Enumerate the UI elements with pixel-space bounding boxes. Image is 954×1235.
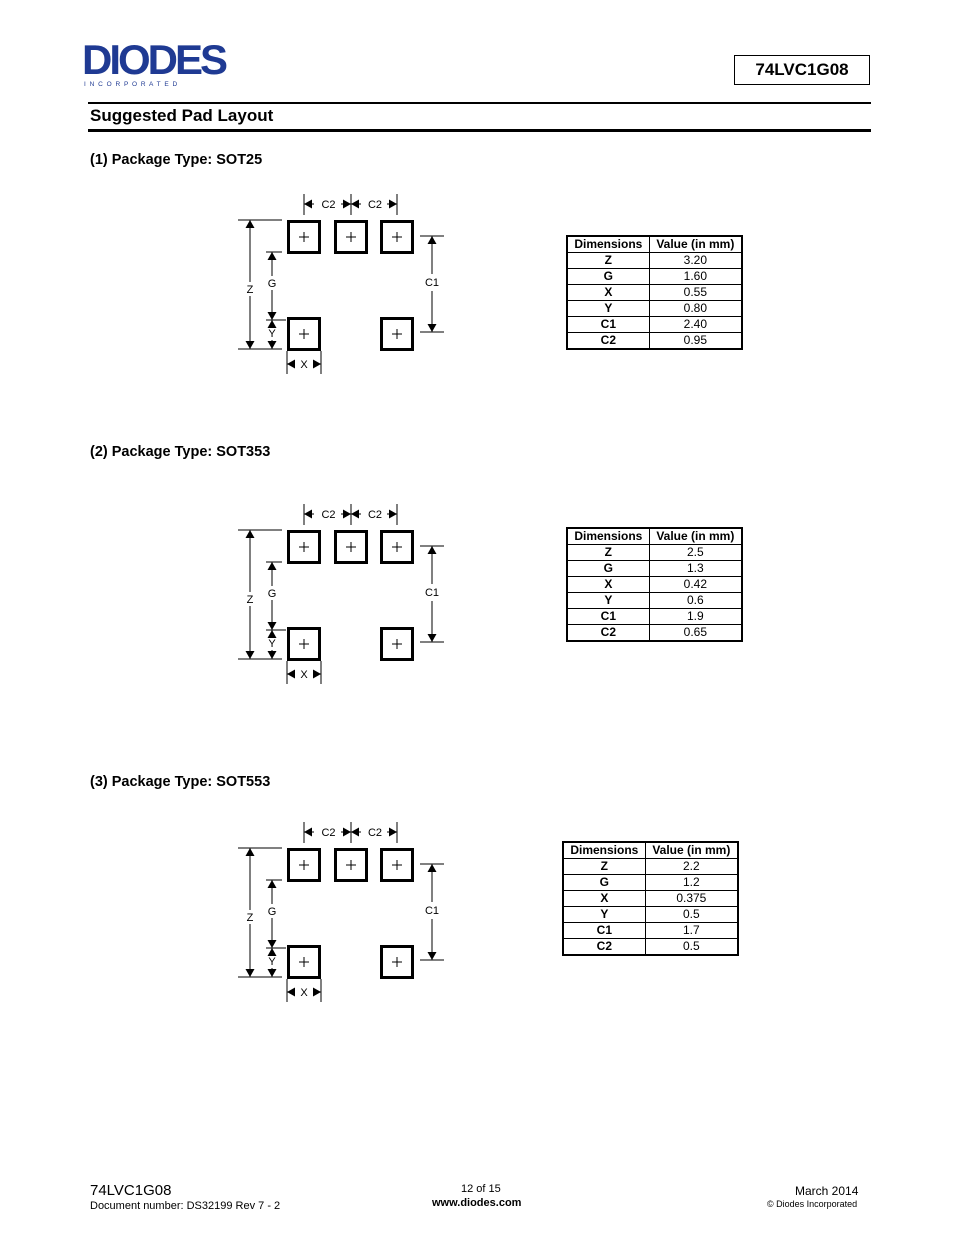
g-label: G	[267, 278, 277, 290]
footer-doc-number: Document number: DS32199 Rev 7 - 2	[90, 1200, 281, 1212]
g-arrow	[268, 622, 277, 630]
dimension-value: 0.5	[645, 907, 738, 923]
c2-arrow	[343, 510, 351, 519]
dimension-name: G	[567, 561, 649, 577]
c2-label: C2	[367, 509, 383, 521]
z-arrow	[246, 969, 255, 977]
dimension-value: 3.20	[649, 253, 742, 269]
c2-arrow	[389, 200, 397, 209]
table-row	[567, 593, 742, 609]
c1-label: C1	[424, 277, 440, 289]
table-header-row	[567, 528, 742, 545]
x-arrow	[313, 988, 321, 997]
dimension-value: 1.60	[649, 269, 742, 285]
table-row	[563, 875, 738, 891]
dimension-value: 2.40	[649, 317, 742, 333]
c2-arrow	[304, 828, 312, 837]
g-arrow	[268, 940, 277, 948]
logo-subtext: I N C O R P O R A T E D	[84, 81, 179, 88]
z-arrow	[246, 848, 255, 856]
table-row	[567, 285, 742, 301]
c2-label: C2	[321, 827, 336, 839]
dimension-value: 0.5	[645, 939, 738, 956]
z-arrow	[246, 651, 255, 659]
table-row	[567, 333, 742, 350]
c2-label: C2	[367, 199, 383, 211]
x-label: X	[300, 359, 308, 371]
dimensions-table-sot353	[566, 527, 743, 642]
c2-arrow	[343, 200, 351, 209]
c1-arrow	[428, 546, 437, 554]
dimension-name: X	[567, 577, 649, 593]
dimension-value: 0.42	[649, 577, 742, 593]
dimensions-table-sot553	[562, 841, 739, 956]
section-title: Suggested Pad Layout	[90, 106, 274, 125]
footer-part-number: 74LVC1G08	[90, 1182, 172, 1199]
table-header-row	[563, 842, 738, 859]
g-label: G	[267, 906, 277, 918]
table-row	[567, 545, 742, 561]
table-row	[563, 907, 738, 923]
header-dimensions: Dimensions	[567, 236, 649, 253]
header-dimensions: Dimensions	[563, 842, 645, 859]
z-arrow	[246, 341, 255, 349]
c2-arrow	[351, 510, 359, 519]
y-arrow	[268, 630, 277, 638]
logo-text: DIODES	[82, 40, 226, 83]
g-arrow	[268, 880, 277, 888]
dimension-value: 2.2	[645, 859, 738, 875]
dimension-name: C1	[567, 317, 649, 333]
dimension-value: 0.65	[649, 625, 742, 642]
header-rule	[88, 102, 871, 104]
c2-label: C2	[321, 509, 336, 521]
table-row	[567, 561, 742, 577]
package-title-sot353: (2) Package Type: SOT353	[90, 444, 271, 460]
c2-arrow	[304, 510, 312, 519]
c2-arrow	[389, 828, 397, 837]
dimension-name: X	[567, 285, 649, 301]
c1-arrow	[428, 236, 437, 244]
table-row	[563, 939, 738, 956]
header-dimensions: Dimensions	[567, 528, 649, 545]
package-title-sot25: (1) Package Type: SOT25	[90, 152, 263, 168]
part-number-box: 74LVC1G08	[734, 55, 870, 85]
pad-layout-diagram-sot553	[230, 818, 460, 1008]
dimension-value: 0.95	[649, 333, 742, 350]
c2-label: C2	[367, 827, 383, 839]
dimension-name: Y	[567, 301, 649, 317]
section-rule	[88, 129, 871, 132]
table-row	[567, 317, 742, 333]
header-value: Value (in mm)	[649, 528, 742, 545]
table-row	[567, 253, 742, 269]
c1-label: C1	[424, 587, 440, 599]
z-label: Z	[246, 284, 254, 296]
g-arrow	[268, 312, 277, 320]
table-row	[567, 269, 742, 285]
header-value: Value (in mm)	[645, 842, 738, 859]
table-row	[567, 577, 742, 593]
z-label: Z	[246, 912, 254, 924]
y-arrow	[268, 341, 277, 349]
c2-arrow	[389, 510, 397, 519]
z-arrow	[246, 530, 255, 538]
dimension-name: Z	[567, 253, 649, 269]
dimension-value: 1.3	[649, 561, 742, 577]
dimension-name: Z	[567, 545, 649, 561]
table-header-row	[567, 236, 742, 253]
footer-copyright: © Diodes Incorporated	[767, 1199, 858, 1209]
c2-arrow	[351, 828, 359, 837]
c1-arrow	[428, 634, 437, 642]
x-arrow	[287, 670, 295, 679]
x-label: X	[300, 987, 308, 999]
c2-label: C2	[321, 199, 336, 211]
dimension-name: Y	[563, 907, 645, 923]
pad-layout-diagram-sot25	[230, 190, 460, 380]
dimensions-table-sot25	[566, 235, 743, 350]
x-arrow	[287, 988, 295, 997]
y-arrow	[268, 651, 277, 659]
dimension-name: C1	[567, 609, 649, 625]
dimension-name: C2	[563, 939, 645, 956]
x-arrow	[313, 360, 321, 369]
c2-arrow	[304, 200, 312, 209]
diodes-logo	[82, 40, 262, 90]
dimension-name: C2	[567, 333, 649, 350]
footer-page-number: 12 of 15	[461, 1183, 501, 1195]
dimension-name: Y	[567, 593, 649, 609]
x-label: X	[300, 669, 308, 681]
c2-arrow	[343, 828, 351, 837]
footer-date: March 2014	[795, 1184, 859, 1198]
g-label: G	[267, 588, 277, 600]
c1-arrow	[428, 324, 437, 332]
table-row	[567, 625, 742, 642]
dimension-value: 1.7	[645, 923, 738, 939]
dimension-value: 2.5	[649, 545, 742, 561]
x-arrow	[313, 670, 321, 679]
dimension-value: 0.55	[649, 285, 742, 301]
table-row	[563, 923, 738, 939]
g-arrow	[268, 562, 277, 570]
dimension-value: 0.6	[649, 593, 742, 609]
y-label: Y	[268, 328, 276, 340]
y-arrow	[268, 948, 277, 956]
dimension-value: 1.2	[645, 875, 738, 891]
y-arrow	[268, 320, 277, 328]
z-arrow	[246, 220, 255, 228]
package-title-sot553: (3) Package Type: SOT553	[90, 774, 271, 790]
y-label: Y	[268, 956, 276, 968]
dimension-name: G	[567, 269, 649, 285]
z-label: Z	[246, 594, 254, 606]
table-row	[567, 609, 742, 625]
x-arrow	[287, 360, 295, 369]
y-label: Y	[268, 638, 276, 650]
pad-layout-diagram-sot353	[230, 500, 460, 690]
dimension-value: 0.375	[645, 891, 738, 907]
c2-arrow	[351, 200, 359, 209]
footer-website: www.diodes.com	[432, 1197, 522, 1209]
dimension-value: 0.80	[649, 301, 742, 317]
dimension-name: C1	[563, 923, 645, 939]
g-arrow	[268, 252, 277, 260]
dimension-value: 1.9	[649, 609, 742, 625]
table-row	[563, 859, 738, 875]
table-row	[567, 301, 742, 317]
header-value: Value (in mm)	[649, 236, 742, 253]
dimension-name: X	[563, 891, 645, 907]
dimension-name: C2	[567, 625, 649, 642]
y-arrow	[268, 969, 277, 977]
c1-arrow	[428, 952, 437, 960]
c1-arrow	[428, 864, 437, 872]
dimension-name: Z	[563, 859, 645, 875]
c1-label: C1	[424, 905, 440, 917]
dimension-name: G	[563, 875, 645, 891]
table-row	[563, 891, 738, 907]
